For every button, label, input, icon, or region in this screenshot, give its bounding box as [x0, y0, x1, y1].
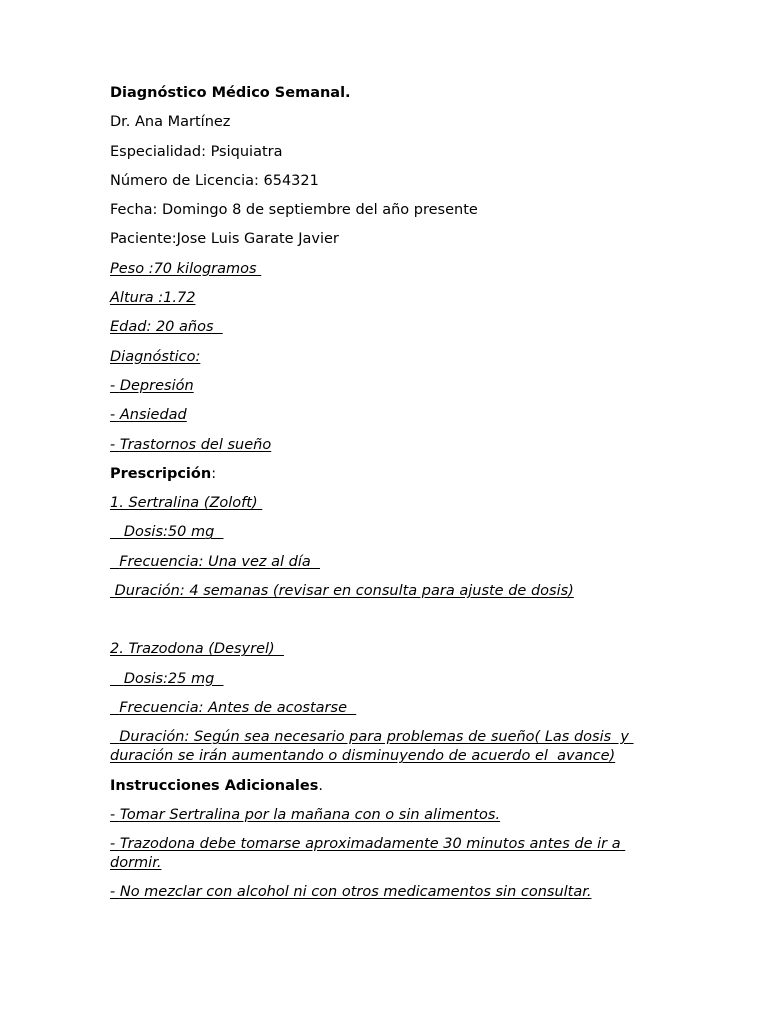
- diagnosis-item: [110, 436, 660, 455]
- diagnosis-dash: -: [110, 436, 120, 453]
- instruction-text: Trazodona debe tomarse aproximadamente 30 minutos antes de ir a dormir.: [110, 836, 626, 872]
- document-page: [110, 84, 660, 913]
- prescription-heading: [110, 465, 660, 484]
- document-title: Diagnóstico Médico Semanal.: [110, 85, 351, 101]
- instruction-dash: -: [110, 884, 120, 901]
- diagnosis-heading: Diagnóstico:: [110, 348, 201, 365]
- patient-weight: Peso :70 kilogramos: [110, 260, 262, 277]
- instruction-text: No mezclar con alcohol ni con otros medicamentos sin consultar.: [119, 884, 592, 901]
- med1-frequency: Frecuencia: Una vez al día: [110, 553, 320, 570]
- med1-duration: Duración: 4 semanas (revisar en consulta para ajuste de dosis): [110, 583, 574, 600]
- med2-duration: Duración: Según sea necesario para problemas de sueño( Las dosis y duración se irán aumentando o disminuyendo de acuerdo el avance): [110, 729, 634, 765]
- specialty: Especialidad: Psiquiatra: [110, 143, 283, 160]
- date: Fecha: Domingo 8 de septiembre del año presente: [110, 202, 478, 219]
- instruction-item: [110, 835, 660, 873]
- instruction-item: [110, 806, 660, 825]
- patient-age: Edad: 20 años: [110, 319, 223, 336]
- instruction-item: [110, 883, 660, 902]
- instruction-text: Tomar Sertralina por la mañana con o sin alimentos.: [119, 806, 501, 823]
- diagnosis-text: Depresión: [119, 377, 194, 394]
- instruction-dash: -: [110, 836, 120, 853]
- instruction-dash: -: [110, 806, 120, 823]
- prescription-heading-text: Prescripción: [110, 465, 212, 482]
- instructions-heading: [110, 777, 660, 796]
- license-number: Número de Licencia: 654321: [110, 172, 319, 189]
- patient-name: Paciente:Jose Luis Garate Javier: [110, 231, 339, 248]
- diagnosis-dash: -: [110, 377, 120, 394]
- med1-name: 1. Sertralina (Zoloft): [110, 495, 263, 512]
- med2-dose: Dosis:25 mg: [110, 670, 224, 687]
- diagnosis-text: Trastornos del sueño: [119, 436, 272, 453]
- med2-name: 2. Trazodona (Desyrel): [110, 641, 284, 658]
- instructions-heading-text: Instrucciones Adicionales: [110, 777, 319, 794]
- patient-height: Altura :1.72: [110, 290, 196, 307]
- diagnosis-item: [110, 406, 660, 425]
- doctor-name: Dr. Ana Martínez: [110, 114, 231, 131]
- diagnosis-text: Ansiedad: [119, 407, 187, 424]
- diagnosis-item: [110, 377, 660, 396]
- med1-dose: Dosis:50 mg: [110, 524, 224, 541]
- spacer: [110, 611, 660, 640]
- instructions-heading-suffix: .: [318, 777, 323, 794]
- diagnosis-dash: -: [110, 407, 120, 424]
- prescription-heading-suffix: :: [211, 465, 217, 482]
- med2-frequency: Frecuencia: Antes de acostarse: [110, 699, 357, 716]
